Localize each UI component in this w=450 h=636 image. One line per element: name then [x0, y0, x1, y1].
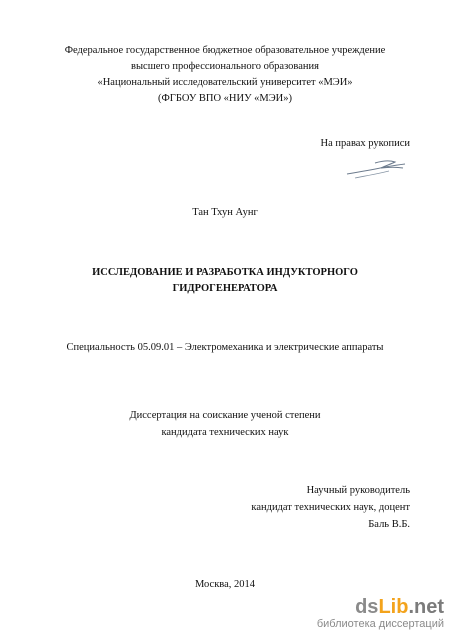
supervisor-label: Научный руководитель — [306, 485, 410, 496]
dslib-watermark — [316, 596, 444, 632]
supervisor-degree: кандидат технических наук, доцент — [251, 502, 410, 513]
header-institution-line-1: Федеральное государственное бюджетное образовательное учреждение — [64, 45, 386, 56]
header-institution-line-4: (ФГБОУ ВПО «НИУ «МЭИ») — [158, 93, 292, 104]
dissertation-title-line-1: ИССЛЕДОВАНИЕ И РАЗРАБОТКА ИНДУКТОРНОГО — [92, 267, 358, 278]
dissertation-title-line-2: ГИДРОГЕНЕРАТОРА — [172, 283, 278, 294]
author-name: Тан Тхун Аунг — [192, 207, 258, 218]
handwritten-signature — [345, 154, 415, 180]
place-and-year: Москва, 2014 — [194, 579, 256, 590]
dslib-subtitle: библиотека диссертаций — [316, 618, 444, 630]
supervisor-name: Баль В.Б. — [368, 519, 410, 530]
header-institution-line-3: «Национальный исследовательский университет «МЭИ» — [97, 77, 353, 88]
specialty: Специальность 05.09.01 – Электромеханика и электрические аппараты — [66, 342, 384, 353]
dissertation-degree-line-2: кандидата технических наук — [161, 427, 289, 438]
dissertation-degree-line-1: Диссертация на соискание ученой степени — [129, 410, 321, 421]
dslib-logo: dsLib.net — [355, 596, 444, 618]
manuscript-note: На правах рукописи — [320, 138, 410, 149]
header-institution-line-2: высшего профессионального образования — [131, 61, 319, 72]
